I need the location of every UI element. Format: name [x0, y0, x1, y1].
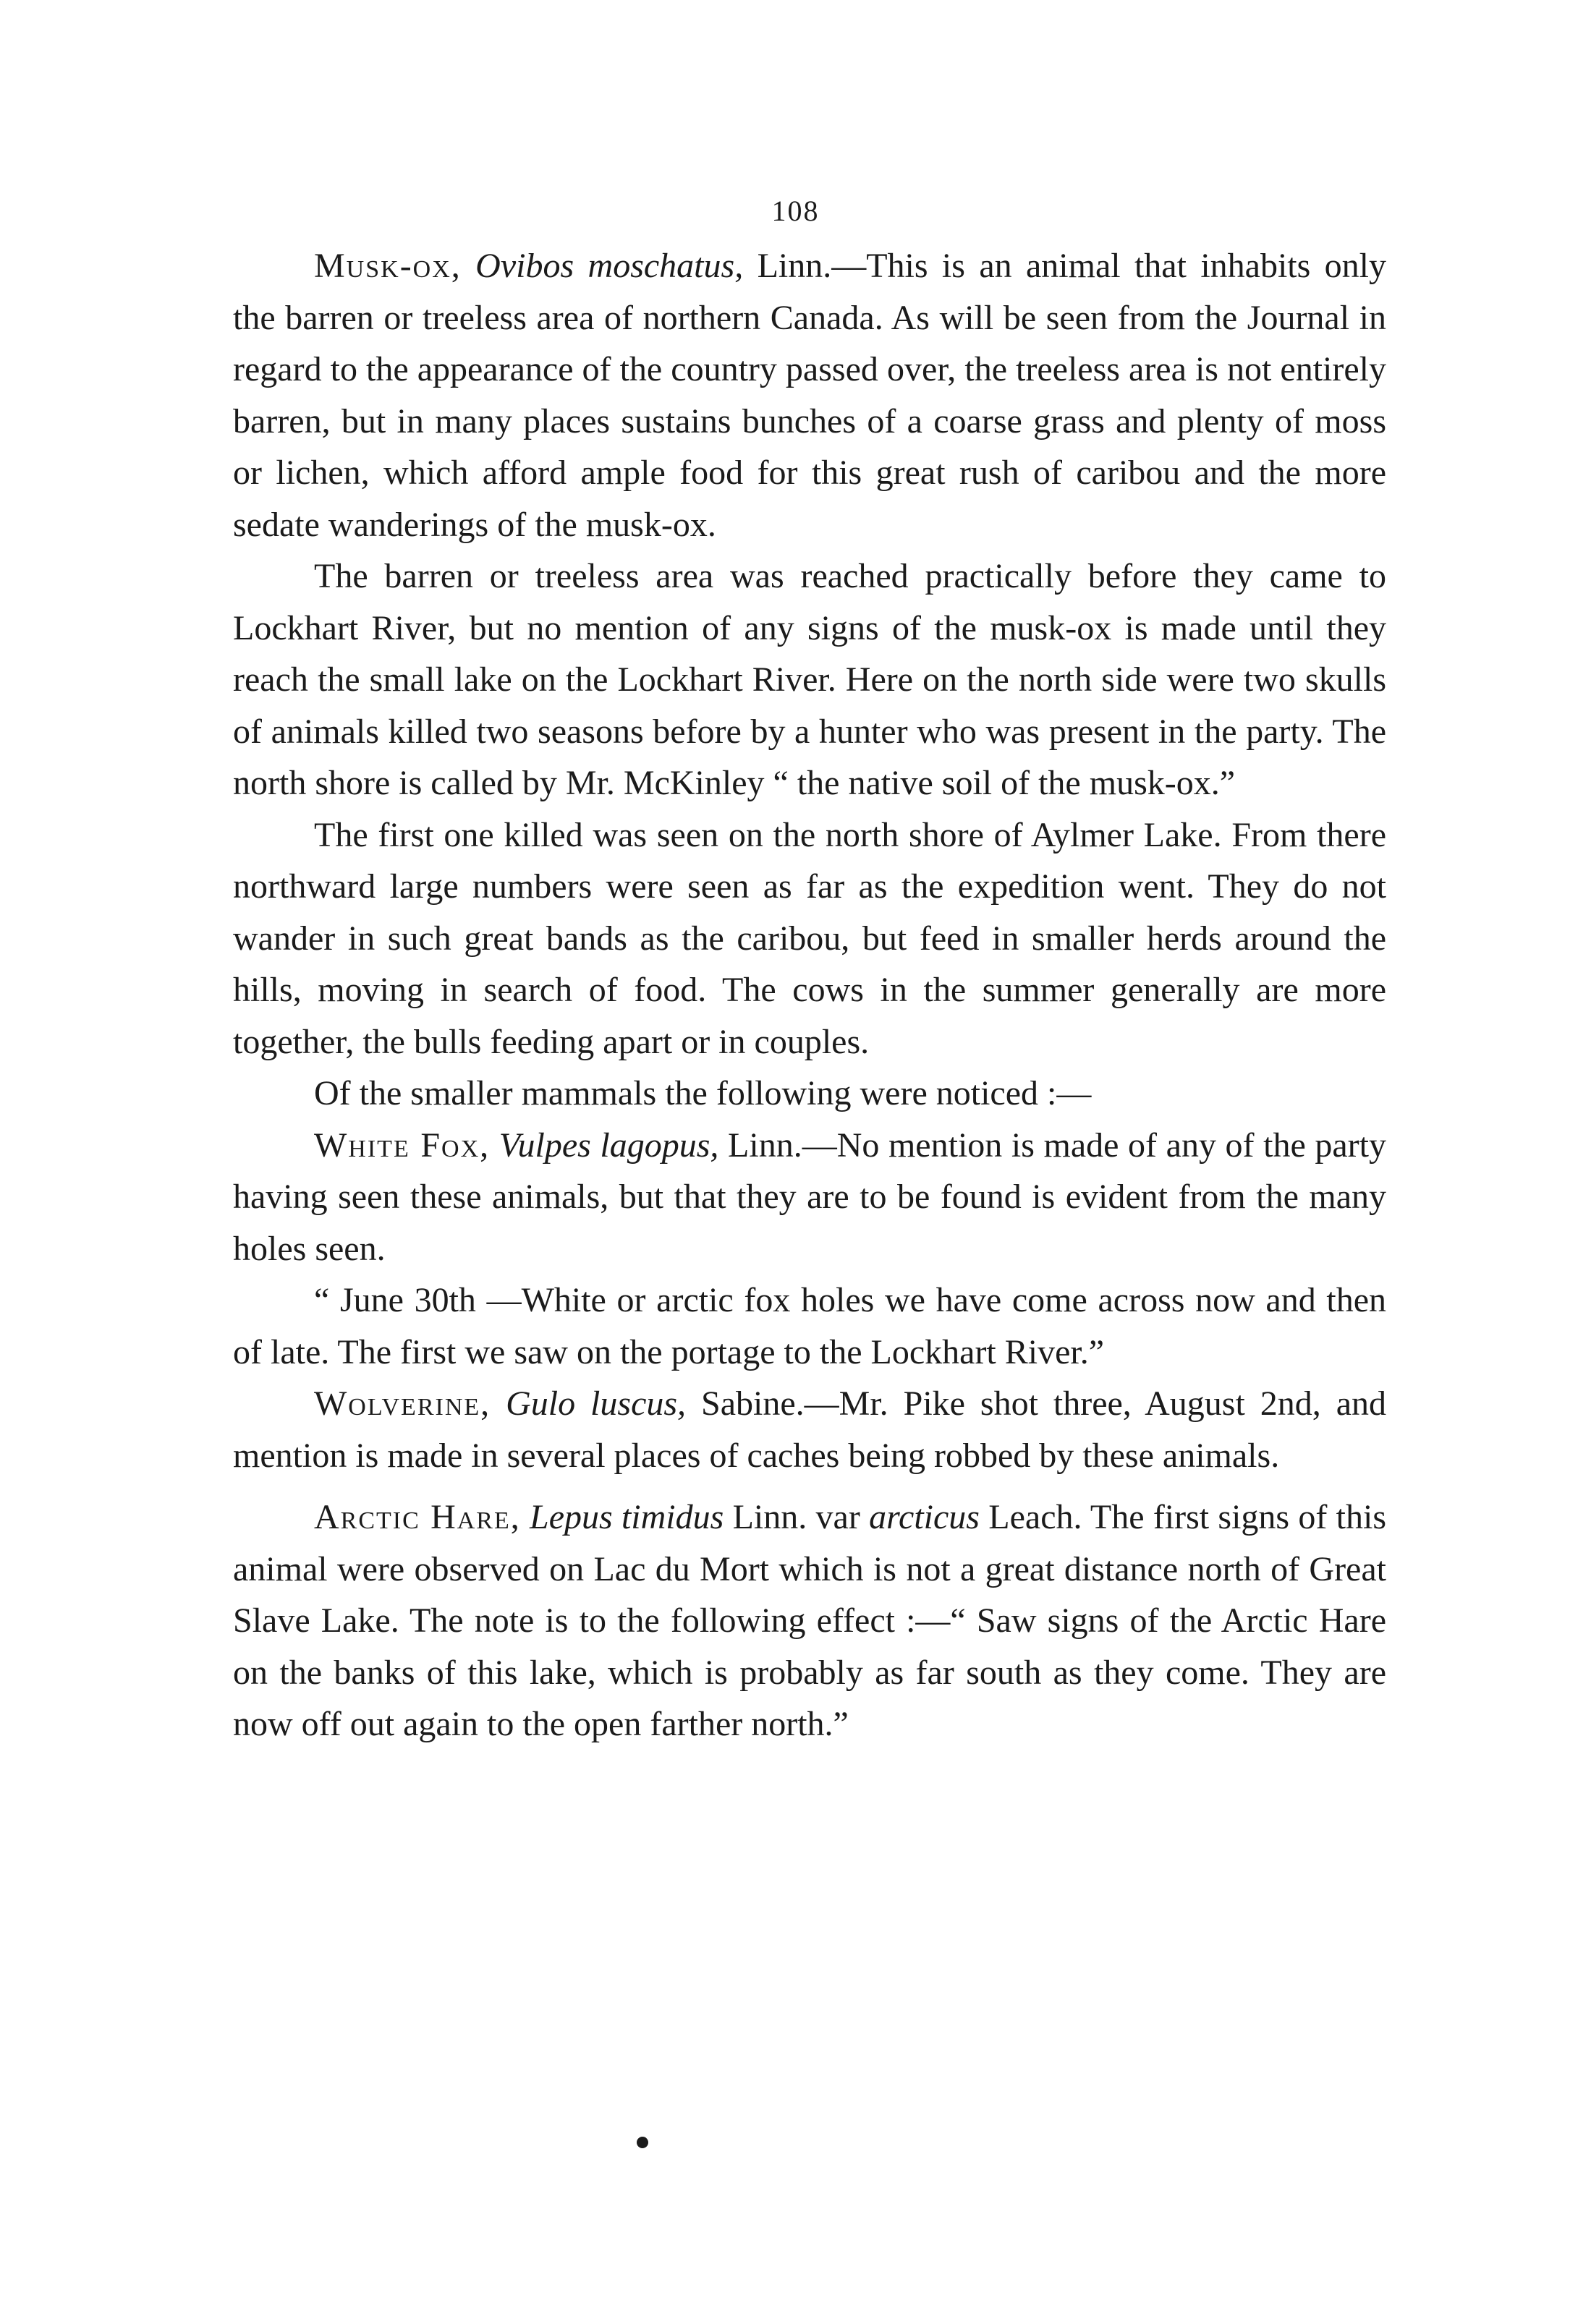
paragraph-musk-ox: [233, 240, 1386, 550]
species-name-musk-ox: Musk-ox,: [314, 247, 462, 285]
musk-ox-text: Linn.—This is an animal that inhabits only the barren or treeless area of northern Canada. As will be seen from the Journal in regard to the appearance of the country passed over, the treeless area is not entirely barren, but in many places sustains bunches of a coarse grass and plenty of moss or lichen, which afford ample food for this great rush of caribou and the more sedate wanderings of the musk-ox.: [233, 247, 1387, 544]
paragraph-barren-area: The barren or treeless area was reached practically before they came to Lockhart River, but no mention of any signs of the musk-ox is made until they reach the small lake on the Lockhart River. Here on the north side were two skulls of animals killed two seasons before by a hunter who was present in the party. The north shore is called by Mr. McKinley “ the native soil of the musk-ox.”: [233, 557, 1386, 802]
paragraph-white-fox: [233, 1120, 1386, 1275]
page-number: 108: [771, 195, 820, 227]
page-end-mark: [637, 2137, 648, 2148]
latin-name-wolverine: Gulo luscus,: [506, 1384, 687, 1423]
white-fox-text: Linn.—No mention is made of any of the party having seen these animals, but that they are to be found is evident from the many holes seen.: [233, 1125, 1386, 1268]
paragraph-arctic-hare: [233, 1491, 1386, 1750]
page-body: [233, 240, 1386, 1750]
paragraph-smaller-mammals: Of the smaller mammals the following were noticed :—: [314, 1074, 1092, 1112]
wolverine-text: Sabine.—Mr. Pike shot three, August 2nd, and mention is made in several places of caches being robbed by these animals.: [233, 1384, 1386, 1475]
paragraph-first-killed: The first one killed was seen on the north shore of Aylmer Lake. From there northward large numbers were seen as far as the expedition went. They do not wander in such great bands as the caribou, but feed in smaller herds around the hills, moving in search of food. The cows in the summer generally are more together, the bulls feeding apart or in couples.: [233, 815, 1386, 1061]
species-name-wolverine: Wolverine,: [314, 1384, 491, 1423]
latin-name-white-fox: Vulpes lagopus,: [498, 1125, 719, 1165]
latin-name-arctic-hare: Lepus timidus: [530, 1498, 724, 1536]
paragraph-june-30-quote: “ June 30th —White or arctic fox holes we have come across now and then of late. The first we saw on the portage to the Lockhart River.”: [233, 1281, 1386, 1371]
arctic-hare-text-2: Leach. The first signs of this animal were observed on Lac du Mort which is not a great distance north of Great Slave Lake. The note is to the following effect :—“ Saw signs of the Arctic Hare on the banks of this lake, which is probably as far south as they come. They are now off out again to the open farther north.”: [233, 1498, 1387, 1743]
paragraph-wolverine: [233, 1378, 1386, 1481]
species-name-arctic-hare: Arctic Hare,: [314, 1498, 521, 1536]
latin-name-musk-ox: Ovibos moschatus,: [475, 247, 744, 285]
latin-variety-arctic-hare: arcticus: [869, 1498, 980, 1536]
species-name-white-fox: White Fox,: [314, 1125, 491, 1165]
arctic-hare-text-1: Linn. var: [724, 1498, 870, 1536]
